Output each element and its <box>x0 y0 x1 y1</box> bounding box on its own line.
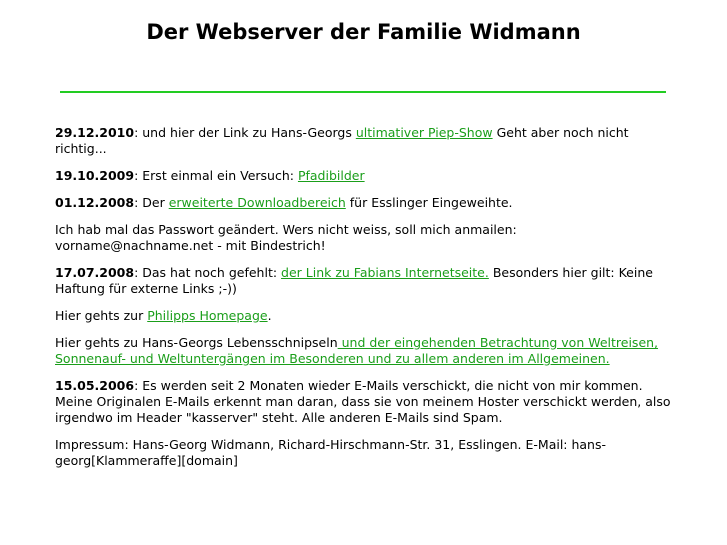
entry-text: : Erst einmal ein Versuch: <box>134 168 298 183</box>
download-area-link[interactable]: erweiterte Downloadbereich <box>168 195 346 210</box>
lebensschnipsel-link[interactable]: und der eingehenden Betrachtung von Weltreisen, Sonnenauf- und Weltuntergängen im Besonderen und zu allem anderen im Allgemeinen. <box>55 335 659 366</box>
news-entry-2008-07-17 <box>55 265 675 297</box>
entry-text: Hier gehts zur <box>55 308 148 323</box>
news-entry-2009-10-19 <box>55 168 675 184</box>
news-entry-2010-12-29 <box>55 125 675 157</box>
lebensschnipsel-entry <box>55 335 675 367</box>
pfadibilder-link[interactable]: Pfadibilder <box>297 168 365 183</box>
entry-text: Besonders hier gilt: Keine Haftung für externe Links ;-)) <box>55 265 653 296</box>
entry-text: Hier gehts zu Hans-Georgs Lebensschnipseln <box>55 335 338 350</box>
entry-text: : Der <box>134 195 169 210</box>
entry-date: 17.07.2008 <box>55 265 135 280</box>
entry-text: : Es werden seit 2 Monaten wieder E-Mails verschickt, die nicht von mir kommen. Meine Originalen E-Mails erkennt man daran, dass sie von meinem Hoster verschickt werden, also irgendwo im Header "kasserver" steht. Alle anderen E-Mails sind Spam. <box>55 378 671 425</box>
password-notice: Ich hab mal das Passwort geändert. Wers nicht weiss, soll mich anmailen: vorname@nachname.net - mit Bindestrich! <box>55 222 517 253</box>
entry-date: 15.05.2006 <box>55 378 135 393</box>
entry-text: : Das hat noch gefehlt: <box>134 265 282 280</box>
horizontal-divider <box>60 91 666 93</box>
philipp-homepage-link[interactable]: Philipps Homepage <box>147 308 268 323</box>
entry-date: 01.12.2008 <box>55 195 135 210</box>
impressum: Impressum: Hans-Georg Widmann, Richard-Hirschmann-Str. 31, Esslingen. E-Mail: hans-georg[Klammeraffe][domain] <box>55 437 607 468</box>
entry-text: : und hier der Link zu Hans-Georgs <box>134 125 356 140</box>
entry-text: Geht aber noch nicht richtig... <box>55 125 629 156</box>
news-content <box>55 125 675 480</box>
philipp-homepage-entry <box>55 308 675 324</box>
piep-show-link[interactable]: ultimativer Piep-Show <box>355 125 493 140</box>
entry-text: . <box>267 308 272 323</box>
page-title: Der Webserver der Familie Widmann <box>146 20 581 44</box>
news-entry-2008-12-01 <box>55 195 675 211</box>
entry-date: 29.12.2010 <box>55 125 135 140</box>
fabian-website-link[interactable]: der Link zu Fabians Internetseite. <box>281 265 489 280</box>
entry-date: 19.10.2009 <box>55 168 135 183</box>
entry-text: für Esslinger Eingeweihte. <box>345 195 513 210</box>
news-entry-2006-05-15 <box>55 378 675 426</box>
